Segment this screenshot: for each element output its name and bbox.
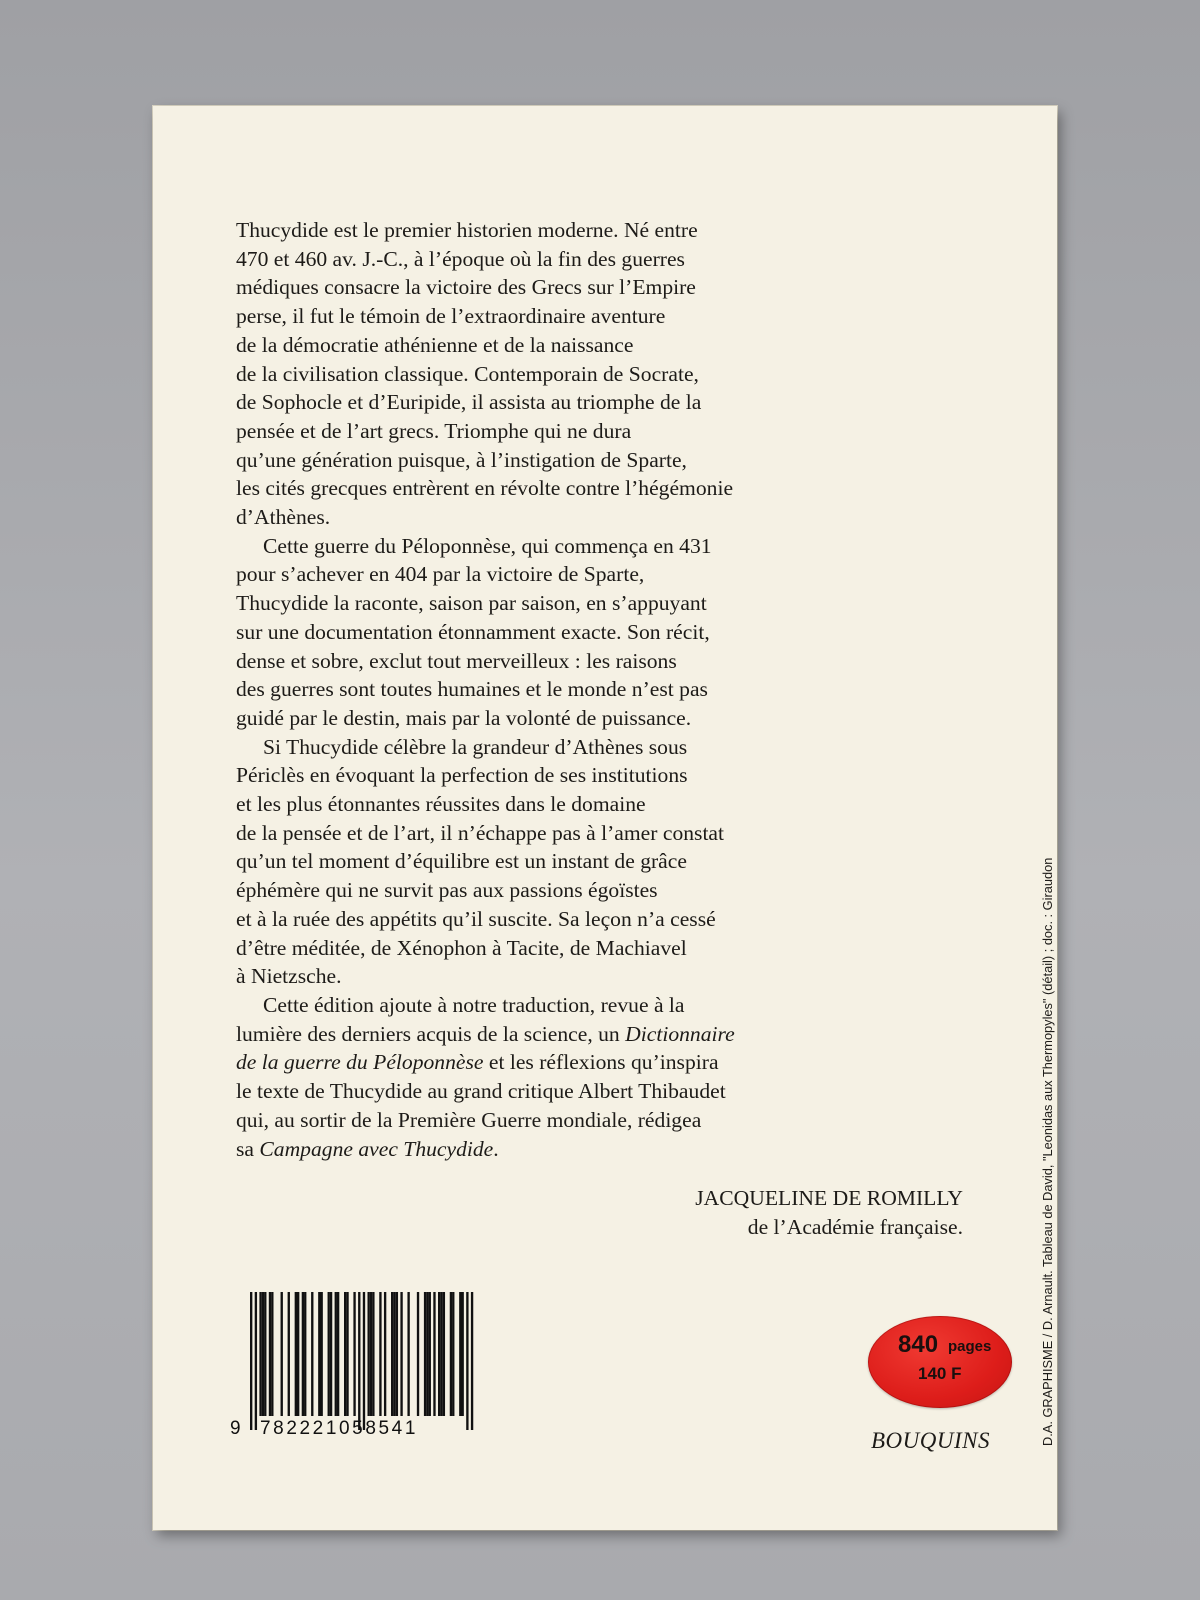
blurb-line-text: Cette guerre du Péloponnèse, qui commença en 431 <box>263 533 712 558</box>
image-credit: D.A. GRAPHISME / D. Arnault. Tableau de David, "Leonidas aux Thermopyles" (détail) ; doc. : Giraudon <box>1040 857 1055 1446</box>
barcode-bar <box>370 1292 372 1416</box>
blurb-line-text: 470 et 460 av. J.-C., à l’époque où la fin des guerres <box>236 246 685 271</box>
blurb-line <box>236 1106 826 1135</box>
blurb-line-text: qu’un tel moment d’équilibre est un instant de grâce <box>236 849 687 874</box>
barcode-bar <box>353 1292 355 1416</box>
blurb-line-text: sa <box>236 1136 260 1161</box>
barcode-bar <box>346 1292 348 1416</box>
barcode-bar <box>452 1292 454 1416</box>
blurb-line-text: Périclès en évoquant la perfection de ses institutions <box>236 763 688 788</box>
barcode-bar <box>466 1292 468 1430</box>
blurb-line-text: Thucydide la raconte, saison par saison, en s’appuyant <box>236 591 707 616</box>
blurb-line <box>236 1077 826 1106</box>
blurb-line <box>236 331 826 360</box>
blurb-line-text: Cette édition ajoute à notre traduction, revue à la <box>263 992 685 1017</box>
barcode-bar <box>271 1292 273 1416</box>
blurb-line-text: sur une documentation étonnamment exacte. Son récit, <box>236 619 710 644</box>
blurb-line <box>236 819 826 848</box>
barcode-bar <box>269 1292 271 1416</box>
blurb-line-text: . <box>493 1136 499 1161</box>
blurb-line <box>236 388 826 417</box>
barcode-digits <box>228 1416 478 1442</box>
barcode-bar <box>471 1292 473 1430</box>
barcode-bar <box>450 1292 452 1416</box>
barcode-bar <box>379 1292 381 1416</box>
blurb-line-text: lumière des derniers acquis de la science, un <box>236 1021 626 1046</box>
blurb-line-text: les cités grecques entrèrent en révolte contre l’hégémonie <box>236 476 734 501</box>
barcode-bar <box>429 1292 431 1416</box>
blurb-line-text: qui, au sortir de la Première Guerre mondiale, rédigea <box>236 1107 702 1132</box>
barcode-bar <box>321 1292 323 1416</box>
barcode-bar <box>255 1292 257 1430</box>
barcode-bar <box>417 1292 419 1416</box>
barcode-bar <box>330 1292 332 1416</box>
blurb-line <box>236 532 826 561</box>
blurb-line <box>236 675 826 704</box>
blurb-line-text: de la démocratie athénienne et de la naissance <box>236 332 634 357</box>
barcode-bar <box>407 1292 409 1416</box>
barcode-bar <box>337 1292 339 1416</box>
blurb-line <box>236 876 826 905</box>
blurb-line <box>236 905 826 934</box>
barcode-bar <box>462 1292 464 1416</box>
blurb-line-text: pensée et de l’art grecs. Triomphe qui ne dura <box>236 418 632 443</box>
barcode-bar <box>400 1292 402 1416</box>
author-affiliation: de l’Académie française. <box>747 1214 963 1239</box>
barcode-bar <box>259 1292 261 1416</box>
blurb-text <box>236 216 826 1163</box>
barcode-bar <box>311 1292 313 1416</box>
barcode-bar <box>295 1292 297 1416</box>
signature-block <box>453 1184 963 1241</box>
blurb-line <box>236 474 826 503</box>
blurb-line <box>236 446 826 475</box>
barcode-bar <box>302 1292 304 1416</box>
barcode-bar <box>391 1292 393 1416</box>
blurb-line <box>236 847 826 876</box>
blurb-line-text: Thucydide est le premier historien moderne. Né entre <box>236 218 698 242</box>
blurb-line <box>236 273 826 302</box>
blurb-line-text: et les réflexions qu’inspira <box>483 1050 719 1075</box>
book-back-cover <box>153 106 1057 1530</box>
blurb-line-text: qu’une génération puisque, à l’instigation de Sparte, <box>236 447 687 472</box>
blurb-line <box>236 560 826 589</box>
blurb-line-text: des guerres sont toutes humaines et le monde n’est pas <box>236 677 708 702</box>
blurb-line-text: guidé par le destin, mais par la volonté de puissance. <box>236 705 692 730</box>
price-label: 140 F <box>918 1364 962 1383</box>
blurb-line <box>236 618 826 647</box>
barcode <box>228 1292 478 1444</box>
blurb-line <box>236 647 826 676</box>
blurb-line-text: perse, il fut le témoin de l’extraordinaire aventure <box>236 304 666 329</box>
blurb-line <box>236 1048 826 1077</box>
blurb-line-text: éphémère qui ne survit pas aux passions égoïstes <box>236 878 658 903</box>
blurb-line <box>236 417 826 446</box>
price-badge <box>868 1316 1012 1408</box>
blurb-line <box>236 761 826 790</box>
barcode-first-digit: 9 <box>230 1418 242 1439</box>
barcode-bar <box>440 1292 442 1416</box>
blurb-line <box>236 991 826 1020</box>
blurb-line <box>236 360 826 389</box>
barcode-bar <box>363 1292 365 1430</box>
barcode-bar <box>318 1292 320 1416</box>
barcode-bar <box>426 1292 428 1416</box>
blurb-line-text: d’être méditée, de Xénophon à Tacite, de Machiavel <box>236 935 687 960</box>
blurb-line-text: pour s’achever en 404 par la victoire de Sparte, <box>236 562 645 587</box>
blurb-line-text: et les plus étonnantes réussites dans le domaine <box>236 792 646 817</box>
blurb-line-text: de la civilisation classique. Contemporain de Socrate, <box>236 361 699 386</box>
blurb-line <box>236 704 826 733</box>
barcode-bar <box>372 1292 374 1416</box>
barcode-bar <box>344 1292 346 1416</box>
author-name: JACQUELINE DE ROMILLY <box>695 1186 963 1210</box>
barcode-bar <box>328 1292 330 1416</box>
page-count: 840 <box>898 1331 939 1358</box>
barcode-bar <box>335 1292 337 1416</box>
barcode-bar <box>443 1292 445 1416</box>
blurb-line <box>236 302 826 331</box>
blurb-line <box>236 503 826 532</box>
barcode-bar <box>393 1292 395 1416</box>
blurb-line <box>236 962 826 991</box>
page-count-label: pages <box>948 1338 992 1355</box>
blurb-line <box>236 245 826 274</box>
blurb-line-text: dense et sobre, exclut tout merveilleux : les raisons <box>236 648 677 673</box>
blurb-line <box>236 934 826 963</box>
barcode-bar <box>438 1292 440 1416</box>
blurb-line <box>236 790 826 819</box>
barcode-bar <box>304 1292 306 1416</box>
barcode-bar <box>368 1292 370 1416</box>
blurb-line <box>236 589 826 618</box>
barcode-bar <box>384 1292 386 1416</box>
barcode-number: 782221058541 <box>260 1418 419 1439</box>
barcode-bar <box>358 1292 360 1430</box>
barcode-bar <box>424 1292 426 1416</box>
blurb-line <box>236 733 826 762</box>
blurb-line <box>236 216 826 245</box>
blurb-line <box>236 1135 826 1164</box>
barcode-bar <box>297 1292 299 1416</box>
blurb-italic-title: Dictionnaire <box>625 1021 735 1046</box>
blurb-line-text: d’Athènes. <box>236 505 331 530</box>
blurb-line-text: et à la ruée des appétits qu’il suscite. Sa leçon n’a cessé <box>236 906 716 931</box>
blurb-line-text: le texte de Thucydide au grand critique Albert Thibaudet <box>236 1079 726 1104</box>
barcode-bar <box>288 1292 290 1416</box>
blurb-line-text: médiques consacre la victoire des Grecs sur l’Empire <box>236 275 696 300</box>
barcode-bar <box>250 1292 252 1430</box>
blurb-italic-title: de la guerre du Péloponnèse <box>236 1050 484 1075</box>
barcode-bar <box>264 1292 266 1416</box>
blurb-line <box>236 1020 826 1049</box>
blurb-line-text: de Sophocle et d’Euripide, il assista au triomphe de la <box>236 390 702 415</box>
blurb-italic-title: Campagne avec Thucydide <box>259 1136 494 1161</box>
barcode-bars <box>228 1292 478 1432</box>
blurb-line-text: de la pensée et de l’art, il n’échappe pas à l’amer constat <box>236 820 725 845</box>
barcode-bar <box>262 1292 264 1416</box>
barcode-bar <box>281 1292 283 1416</box>
blurb-line-text: à Nietzsche. <box>236 964 342 989</box>
barcode-bar <box>433 1292 435 1416</box>
barcode-bar <box>459 1292 461 1416</box>
barcode-bar <box>396 1292 398 1416</box>
blurb-line-text: Si Thucydide célèbre la grandeur d’Athènes sous <box>263 734 688 759</box>
publisher-logo: BOUQUINS <box>871 1428 990 1453</box>
